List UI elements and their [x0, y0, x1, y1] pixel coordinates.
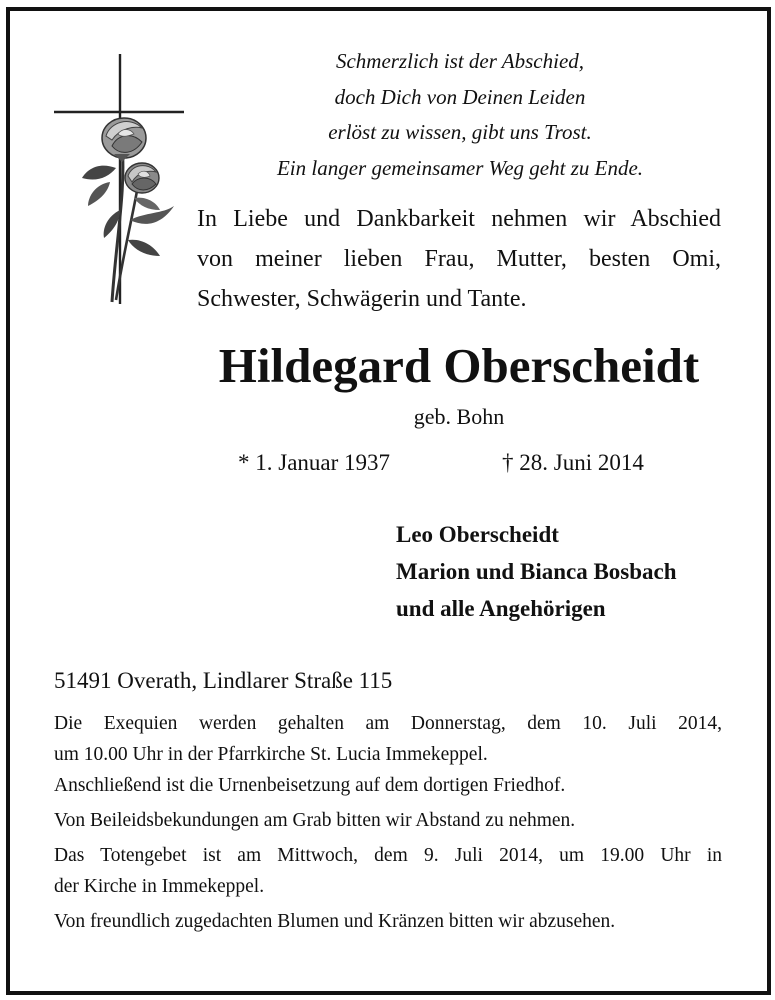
birth-date: * 1. Januar 1937 [238, 450, 391, 475]
details-line: Von freundlich zugedachten Blumen und Kränzen bitten wir abzusehen. [54, 911, 616, 932]
poem-line: Schmerzlich ist der Abschied, [335, 49, 585, 73]
cross-with-rose-icon [50, 50, 190, 310]
family-address: 51491 Overath, Lindlarer Straße 115 [54, 668, 393, 693]
maiden-name: geb. Bohn [413, 404, 505, 429]
death-date: † 28. Juni 2014 [502, 450, 644, 475]
mourners-list [396, 516, 677, 627]
mourner-name: und alle Angehörigen [396, 596, 606, 621]
deceased-name: Hildegard Oberscheidt [218, 338, 700, 393]
intro-line: Schwester, Schwägerin und Tante. [197, 286, 527, 312]
intro-line: In Liebe und Dankbarkeit nehmen wir Abschied [197, 206, 721, 232]
details-line: der Kirche in Immekeppel. [54, 876, 265, 897]
details-line: Anschließend ist die Urnenbeisetzung auf dem dortigen Friedhof. [54, 775, 566, 796]
details-line: um 10.00 Uhr in der Pfarrkirche St. Lucia Immekeppel. [54, 744, 488, 765]
poem-verse [200, 44, 720, 186]
details-line: Das Totengebet ist am Mittwoch, dem 9. Juli 2014, um 19.00 Uhr in [54, 845, 722, 866]
poem-line: erlöst zu wissen, gibt uns Trost. [328, 120, 592, 144]
details-line: Von Beileidsbekundungen am Grab bitten wir Abstand zu nehmen. [54, 810, 576, 831]
intro-line: von meiner lieben Frau, Mutter, besten Omi, [197, 246, 721, 272]
details-line: Die Exequien werden gehalten am Donnerstag, dem 10. Juli 2014, [54, 713, 722, 734]
farewell-intro [197, 199, 721, 319]
poem-line: doch Dich von Deinen Leiden [334, 84, 586, 109]
poem-line: Ein langer gemeinsamer Weg geht zu Ende. [276, 155, 644, 180]
mourner-name: Leo Oberscheidt [396, 522, 559, 547]
mourner-name: Marion und Bianca Bosbach [396, 559, 677, 584]
service-details [54, 708, 722, 937]
